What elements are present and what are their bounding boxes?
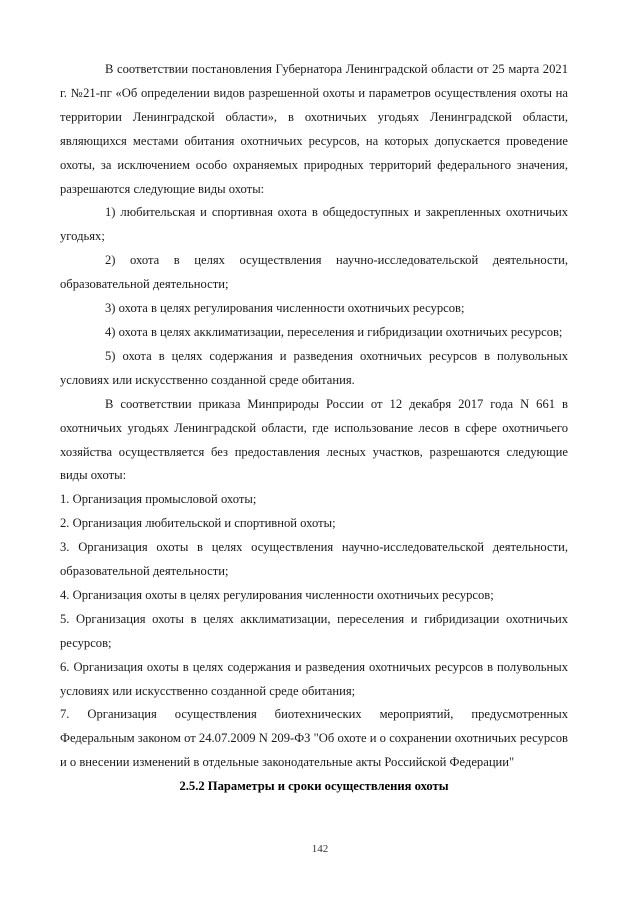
paragraph-hunting-type-1: 1) любительская и спортивная охота в общедоступных и закрепленных охотничьих угодьях; bbox=[60, 205, 568, 244]
list-item-6: 6. Организация охоты в целях содержания и разведения охотничьих ресурсов в полувольных условиях или искусственно созданной среде обитания; bbox=[60, 659, 568, 698]
list-item-1: 1. Организация промысловой охоты; bbox=[60, 492, 257, 507]
paragraph-hunting-type-2: 2) охота в целях осуществления научно-исследовательской деятельности, образовательной деятельности; bbox=[60, 253, 568, 292]
paragraph-intro-governor-decree: В соответствии постановления Губернатора Ленинградской области от 25 марта 2021 г. №21-пг «Об определении видов разрешенной охоты и параметров осуществления охоты на территории Ленинградской области», в охотничьих угодьях Ленинградской области, являющихся местами обитания охотничьих ресурсов, на которых допускается проведение охоты, за исключением особо охраняемых природных территорий федерального значения, разрешаются следующие виды охоты: bbox=[60, 62, 568, 196]
paragraph-intro-ministry-order: В соответствии приказа Минприроды России от 12 декабря 2017 года N 661 в охотничьих угодьях Ленинградской области, где использование лесов в сфере охотничьего хозяйства осуществляется без предоставления лесных участков, разрешаются следующие виды охоты: bbox=[60, 396, 568, 483]
list-item-2: 2. Организация любительской и спортивной охоты; bbox=[60, 516, 336, 531]
paragraph-hunting-type-3: 3) охота в целях регулирования численности охотничьих ресурсов; bbox=[105, 301, 465, 316]
list-item-3: 3. Организация охоты в целях осуществления научно-исследовательской деятельности, образовательной деятельности; bbox=[60, 540, 568, 579]
list-item-5: 5. Организация охоты в целях акклиматизации, переселения и гибридизации охотничьих ресурсов; bbox=[60, 611, 568, 650]
paragraph-hunting-type-5: 5) охота в целях содержания и разведения охотничьих ресурсов в полувольных условиях или искусственно созданной среде обитания. bbox=[60, 348, 568, 387]
paragraph-hunting-type-4: 4) охота в целях акклиматизации, переселения и гибридизации охотничьих ресурсов; bbox=[105, 324, 563, 339]
page-number: 142 bbox=[311, 843, 329, 855]
list-item-4: 4. Организация охоты в целях регулирования численности охотничьих ресурсов; bbox=[60, 587, 494, 602]
section-heading: 2.5.2 Параметры и сроки осуществления охоты bbox=[179, 779, 449, 793]
list-item-7: 7. Организация осуществления биотехнических мероприятий, предусмотренных Федеральным законом от 24.07.2009 N 209-ФЗ "Об охоте и о сохранении охотничьих ресурсов и о внесении изменений в отдельные законодательные акты Российской Федерации" bbox=[60, 707, 568, 770]
